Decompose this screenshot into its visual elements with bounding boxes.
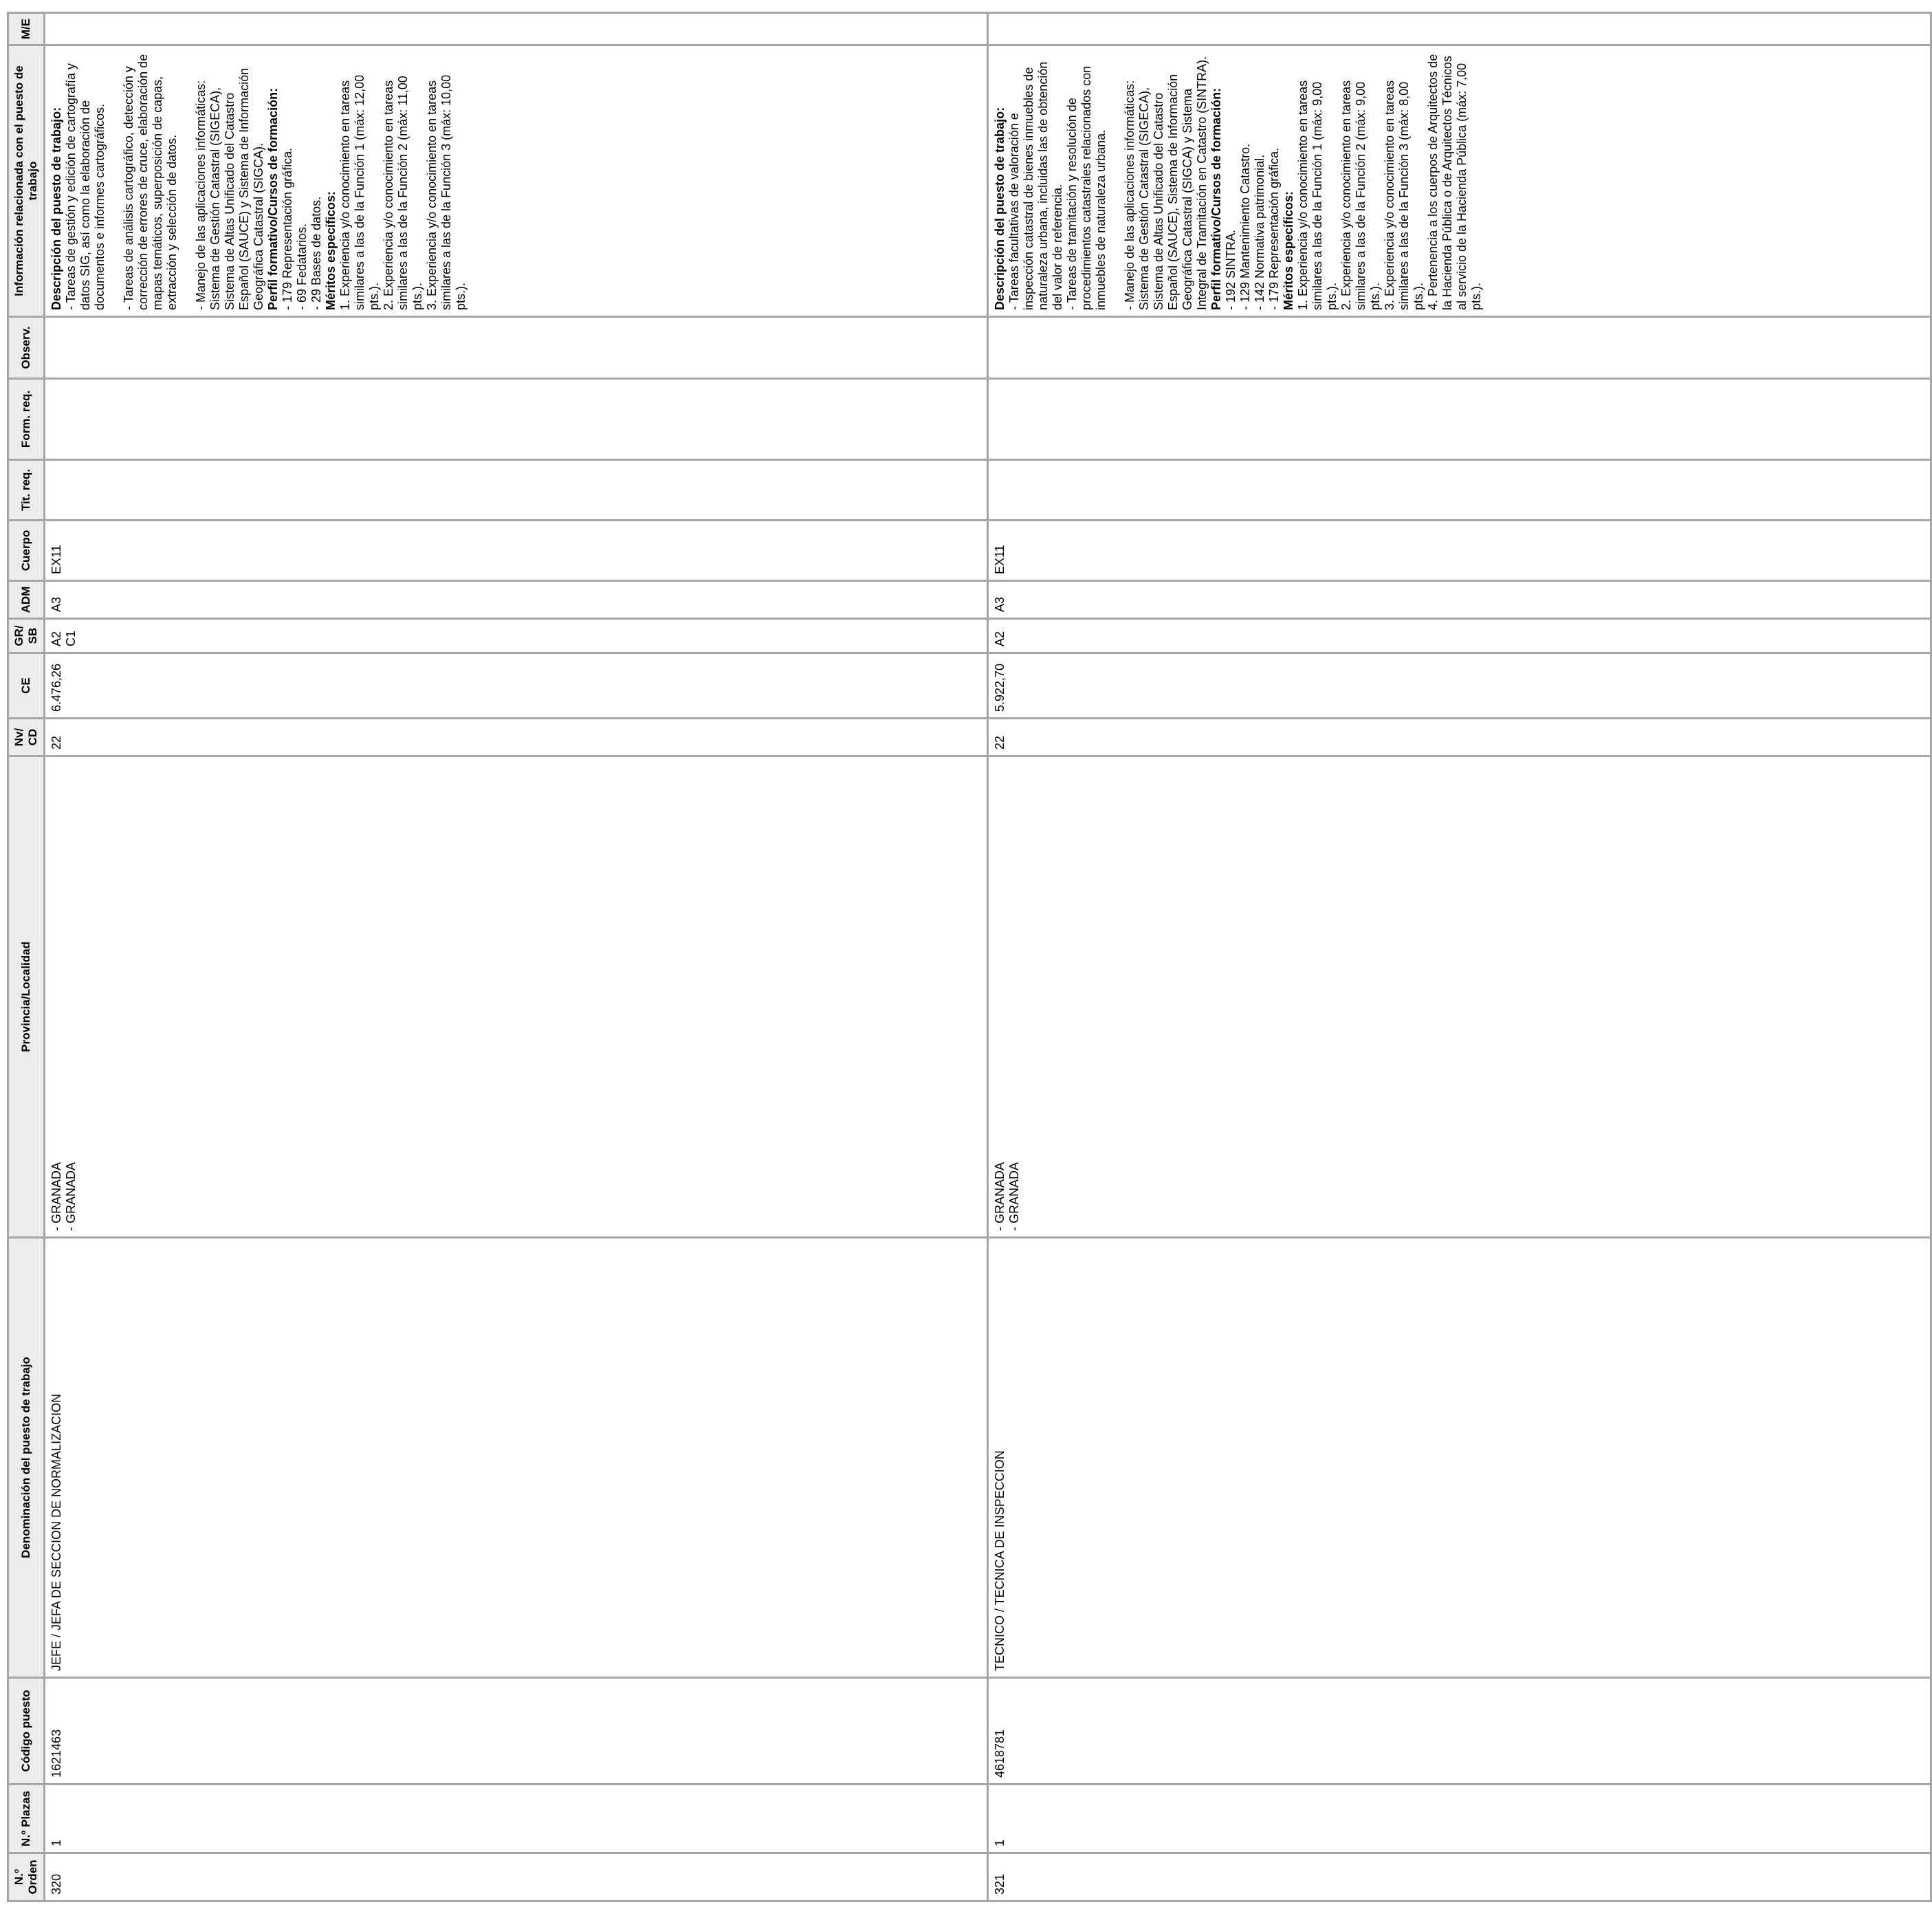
desc-line: - Manejo de las aplicaciones informáticas: Sistema de Gestión Catastral (SIGECA), Sistema de Altas Unificado del Catastro Español (SAUCE) y Sistema de Información Geográfica Catastral (SIGCA).	[194, 67, 265, 310]
cell-ce: 6.476,26	[45, 653, 988, 719]
grupo-line: A2	[50, 631, 63, 646]
grupo-line: C1	[64, 630, 78, 646]
merito-line: 3. Experiencia y/o conocimiento en tareas similares a las de la Función 3 (máx: 8,00 pts.).	[1383, 80, 1425, 310]
header-adm: ADM	[8, 581, 45, 619]
perfil-title: Perfil formativo/Cursos de formación:	[266, 87, 280, 310]
perfil-line: - 179 Representación gráfica.	[1267, 147, 1281, 310]
merito-line: 2. Experiencia y/o conocimiento en tareas similares a las de la Función 2 (máx: 11,00 pts.).	[382, 76, 424, 310]
header-me: M/E	[8, 13, 45, 45]
cell-plazas: 1	[988, 1785, 1931, 1853]
desc-gap	[1108, 52, 1123, 310]
cell-cuerpo: EX11	[45, 521, 988, 581]
desc-line: - Tareas de análisis cartográfico, detección y corrección de errores de cruce, elaboración de mapas temáticos, superposición de capas, extracción y selección de datos.	[122, 54, 179, 310]
cell-observ	[45, 317, 988, 379]
perfil-line: - 69 Fedatarios.	[295, 223, 309, 310]
cell-cuerpo: EX11	[988, 521, 1931, 581]
cell-info	[45, 45, 988, 317]
header-form: Form. req.	[8, 379, 45, 460]
perfil-line: - 129 Mantenimiento Catastro.	[1238, 143, 1252, 310]
cell-tit	[988, 460, 1931, 521]
header-codigo: Código puesto	[8, 1678, 45, 1785]
header-denominacion: Denominación del puesto de trabajo	[8, 1238, 45, 1678]
header-provincia: Provincia/Localidad	[8, 756, 45, 1238]
merito-line: 1. Experiencia y/o conocimiento en tareas similares a las de la Función 1 (máx: 9,00 pts.).	[1296, 80, 1339, 310]
table-row	[45, 13, 988, 1901]
desc-title: Descripción del puesto de trabajo:	[993, 107, 1007, 310]
cell-codigo: 4618781	[988, 1678, 1931, 1785]
cell-tit	[45, 460, 988, 521]
desc-line: - Tareas facultativas de valoración e inspección catastral de bienes inmuebles de naturaleza urbana, incluidas las de obtención del valor de referencia.	[1007, 61, 1064, 310]
desc-title: Descripción del puesto de trabajo:	[50, 107, 63, 310]
cell-observ	[988, 317, 1931, 379]
desc-line: - Manejo de las aplicaciones informáticas: Sistema de Gestión Catastral (SIGECA), Sistema de Altas Unificado del Catastro Español (SAUCE), Sistema de Información Geográfica Catastral (SIGCA) y Sistema Integral de Tramitación en Catastro (SINTRA).	[1123, 56, 1209, 310]
positions-table	[7, 12, 1932, 1902]
merito-line: 1. Experiencia y/o conocimiento en tareas similares a las de la Función 1 (máx: 12,00 pts.).	[338, 74, 381, 310]
cell-me	[988, 13, 1931, 45]
cell-grupo	[988, 619, 1931, 653]
cell-adm: A3	[988, 581, 1931, 619]
header-cuerpo: Cuerpo	[8, 521, 45, 581]
perfil-line: - 192 SINTRA.	[1224, 229, 1238, 310]
provincia-line: - GRANADA	[993, 1161, 1007, 1231]
merito-line: 3. Experiencia y/o conocimiento en tareas similares a las de la Función 3 (máx: 10,00 pts.).	[425, 74, 468, 310]
cell-orden: 321	[988, 1853, 1931, 1901]
provincia-line: - GRANADA	[50, 1161, 63, 1231]
header-observ: Observ.	[8, 317, 45, 379]
header-grupo: GR/ SB	[8, 619, 45, 653]
cell-nivel: 22	[45, 719, 988, 756]
cell-grupo	[45, 619, 988, 653]
meritos-title: Méritos específicos:	[1282, 190, 1295, 310]
table-row	[988, 13, 1931, 1901]
perfil-title: Perfil formativo/Cursos de formación:	[1209, 87, 1223, 310]
cell-adm: A3	[45, 581, 988, 619]
cell-provincia	[988, 756, 1931, 1238]
cell-nivel: 22	[988, 719, 1931, 756]
desc-gap	[107, 52, 122, 310]
merito-line: 2. Experiencia y/o conocimiento en tareas similares a las de la Función 2 (máx: 9,00 pts.).	[1339, 80, 1382, 310]
header-ce: CE	[8, 653, 45, 719]
cell-provincia	[45, 756, 988, 1238]
desc-line: - Tareas de tramitación y resolución de procedimientos catastrales relacionados con inmuebles de naturaleza urbana.	[1065, 65, 1108, 310]
header-orden: N.º Orden	[8, 1853, 45, 1901]
perfil-line: - 142 Normativa patrimonial.	[1253, 154, 1266, 310]
cell-form	[45, 379, 988, 460]
header-tit: Tit. req.	[8, 460, 45, 521]
desc-line: - Tareas de gestión y edición de cartografía y datos SIG, así como la elaboración de documentos e informes cartográficos.	[64, 63, 107, 310]
cell-denominacion: JEFE / JEFA DE SECCION DE NORMALIZACION	[45, 1238, 988, 1678]
cell-info	[988, 45, 1931, 317]
perfil-line: - 179 Representación gráfica.	[281, 147, 294, 310]
cell-codigo: 1621463	[45, 1678, 988, 1785]
cell-denominacion: TECNICO / TECNICA DE INSPECCION	[988, 1238, 1931, 1678]
provincia-line: - GRANADA	[64, 1161, 78, 1231]
cell-plazas: 1	[45, 1785, 988, 1853]
grupo-line: A2	[993, 631, 1007, 646]
header-row	[8, 13, 45, 1901]
provincia-line: - GRANADA	[1007, 1161, 1021, 1231]
meritos-title: Méritos específicos:	[324, 190, 338, 310]
cell-ce: 5.922,70	[988, 653, 1931, 719]
merito-line: 4. Pertenencia a los cuerpos de Arquitectos de la Hacienda Pública o de Arquitectos Técnicos al servicio de la Hacienda Pública (máx: 7,00 pts.).	[1426, 54, 1483, 310]
header-info: Información relacionada con el puesto de trabajo	[8, 45, 45, 317]
desc-gap	[179, 52, 194, 310]
perfil-line: - 29 Bases de datos.	[309, 196, 323, 310]
header-plazas: N.º Plazas	[8, 1785, 45, 1853]
header-nivel: Nv/ CD	[8, 719, 45, 756]
cell-me	[45, 13, 988, 45]
cell-form	[988, 379, 1931, 460]
cell-orden: 320	[45, 1853, 988, 1901]
